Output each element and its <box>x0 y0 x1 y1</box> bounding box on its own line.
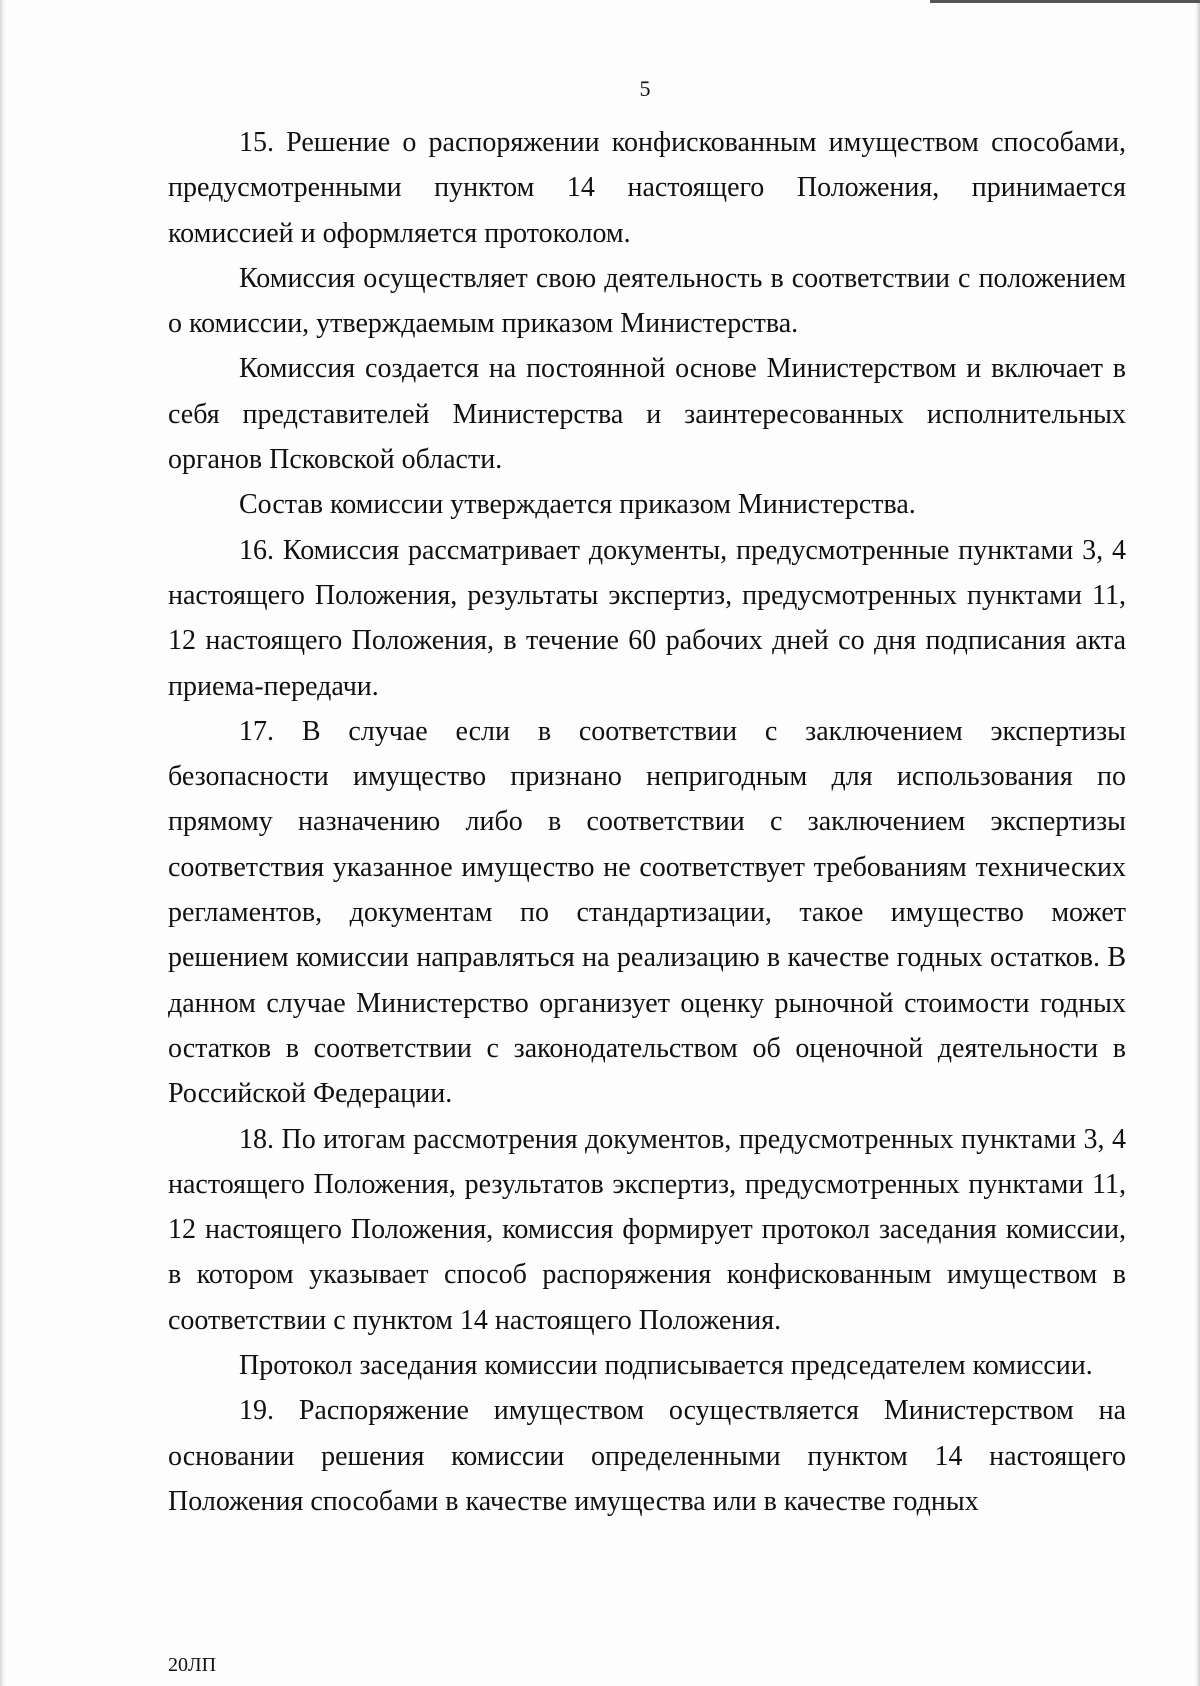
paragraph-16: 16. Комиссия рассматривает документы, предусмотренные пунктами 3, 4 настоящего Положения, результаты экспертиз, предусмотренных пунктами 11, 12 настоящего Положения, в течение 60 рабочих дней со дня подписания акта приема-передачи. <box>168 534 1126 702</box>
paragraph-19: 19. Распоряжение имуществом осуществляется Министерством на основании решения комиссии определенными пунктом 14 настоящего Положения способами в качестве имущества или в качестве годных <box>168 1395 1126 1517</box>
scan-edge-left <box>0 0 6 1686</box>
footer-code: 20ЛП <box>168 1654 217 1676</box>
paragraph-commission-created: Комиссия создается на постоянной основе Министерством и включает в себя представителей Министерства и заинтересованных исполнительных органов Псковской области. <box>168 353 1126 476</box>
scan-edge-right <box>1195 0 1200 1686</box>
paragraph-18: 18. По итогам рассмотрения документов, предусмотренных пунктами 3, 4 настоящего Положения, результатов экспертиз, предусмотренных пунктами 11, 12 настоящего Положения, комиссия формирует протокол заседания комиссии, в котором указывает способ распоряжения конфискованным имуществом в соответствии с пунктом 14 настоящего Положения. <box>168 1123 1126 1336</box>
paragraph-17: 17. В случае если в соответствии с заключением экспертизы безопасности имущество признано непригодным для использования по прямому назначению либо в соответствии с заключением экспертизы соответствия указанное имущество не соответствует требованиям технических регламентов, документам по стандартизации, такое имущество может решением комиссии направляться на реализацию в качестве годных остатков. В данном случае Министерство организует оценку рыночной стоимости годных остатков в соответствии с законодательством об оценочной деятельности в Российской Федерации. <box>168 715 1126 1110</box>
paragraph-commission-composition: Состав комиссии утверждается приказом Министерства. <box>239 489 916 521</box>
page-number: 5 <box>639 76 651 101</box>
top-rule <box>930 0 1200 3</box>
paragraph-commission-activity: Комиссия осуществляет свою деятельность в соответствии с положением о комиссии, утверждаемым приказом Министерства. <box>168 262 1126 340</box>
paragraph-15: 15. Решение о распоряжении конфискованным имуществом способами, предусмотренными пунктом 14 настоящего Положения, принимается комиссией и оформляется протоколом. <box>168 127 1126 249</box>
paragraph-protocol-signed: Протокол заседания комиссии подписывается председателем комиссии. <box>239 1350 1093 1382</box>
document-body <box>168 120 1126 1524</box>
